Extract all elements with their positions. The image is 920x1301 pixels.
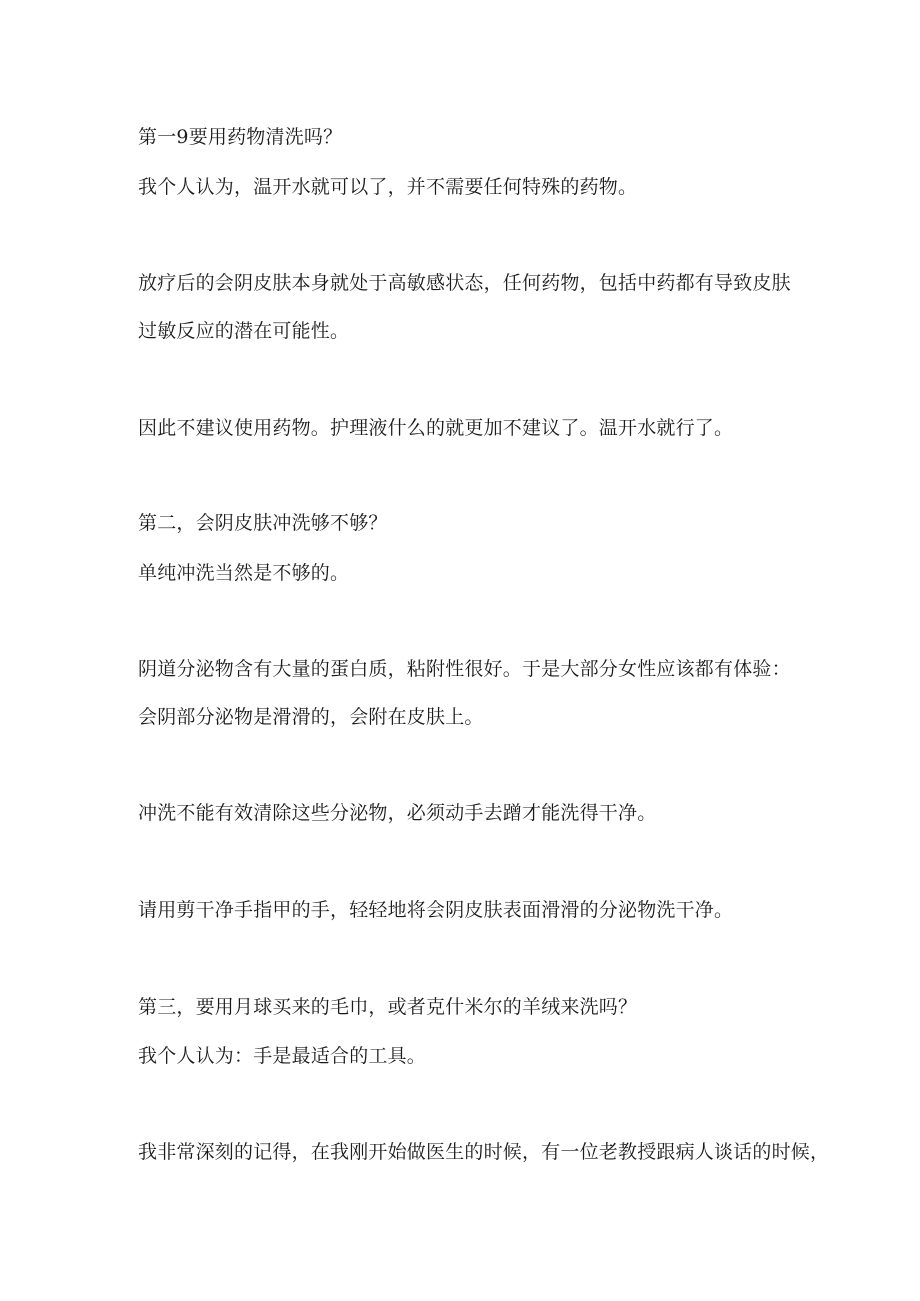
paragraph-line: 请用剪干净手指甲的手，轻轻地将会阴皮肤表面滑滑的分泌物洗干净。 <box>138 899 734 921</box>
question-2-heading: 第二，会阴皮肤冲洗够不够？ <box>138 512 388 534</box>
answer-2-text: 单纯冲洗当然是不够的。 <box>138 562 350 584</box>
paragraph-line: 冲洗不能有效清除这些分泌物，必须动手去蹭才能洗得干净。 <box>138 802 657 824</box>
paragraph-line: 会阴部分泌物是滑滑的，会附在皮肤上。 <box>138 706 484 728</box>
answer-1-text: 我个人认为，温开水就可以了，并不需要任何特殊的药物。 <box>138 176 638 198</box>
question-3-heading: 第三，要用月球买来的毛巾，或者克什米尔的羊绒来洗吗？ <box>138 996 638 1018</box>
paragraph-line: 阴道分泌物含有大量的蛋白质，粘附性很好。于是大部分女性应该都有体验： <box>138 658 791 680</box>
paragraph-line: 放疗后的会阴皮肤本身就处于高敏感状态，任何药物，包括中药都有导致皮肤 <box>138 272 791 294</box>
question-1-heading: 第一9要用药物清洗吗？ <box>138 126 343 148</box>
paragraph-line: 因此不建议使用药物。护理液什么的就更加不建议了。温开水就行了。 <box>138 417 734 439</box>
paragraph-line: 过敏反应的潜在可能性。 <box>138 320 350 342</box>
paragraph-line: 我非常深刻的记得，在我刚开始做医生的时候，有一位老教授跟病人谈话的时候， <box>138 1141 830 1163</box>
answer-3-text: 我个人认为：手是最适合的工具。 <box>138 1045 427 1067</box>
